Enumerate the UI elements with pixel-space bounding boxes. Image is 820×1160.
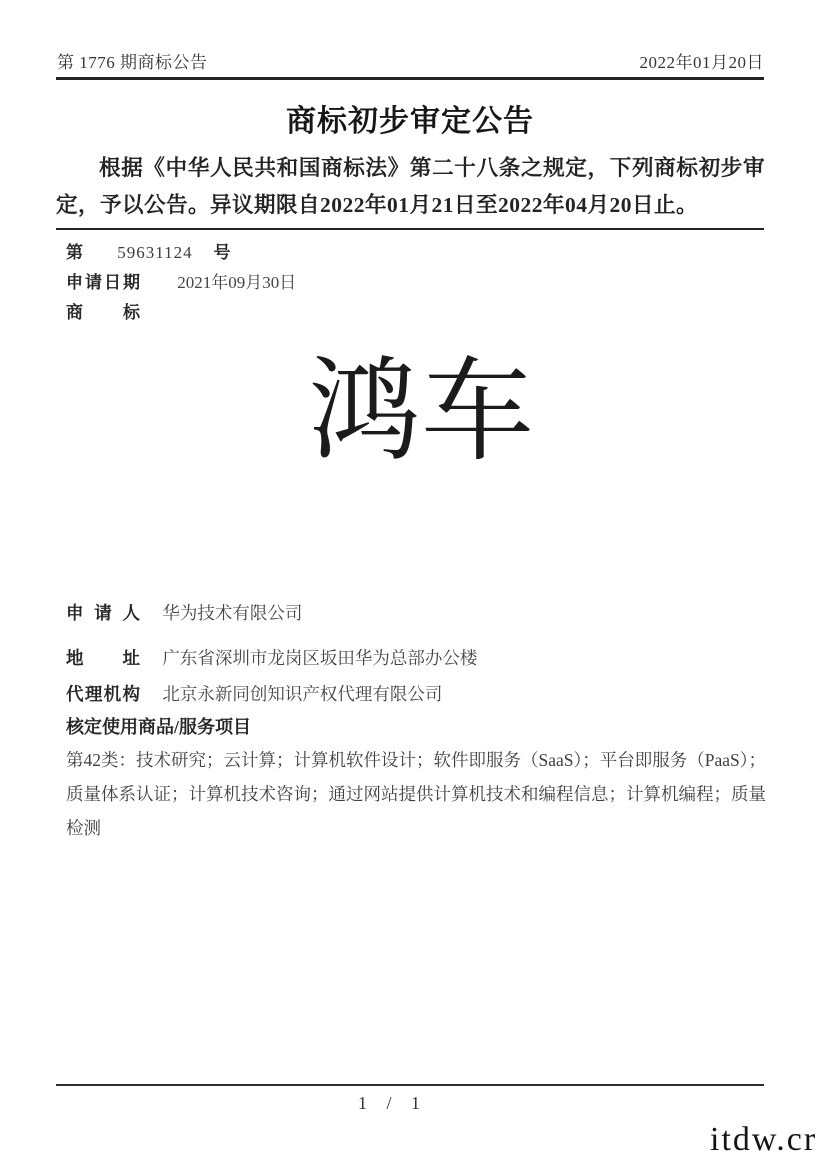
application-date-label: 申请日期 [66, 273, 140, 292]
application-number-value: 59631124 [117, 243, 193, 262]
address-label: 地址 [66, 648, 140, 668]
page-number [0, 1093, 778, 1114]
trademark-label-row [66, 298, 140, 323]
number-prefix-label: 第 [66, 243, 83, 262]
applicant-row [66, 600, 302, 625]
goods-services-text: 第42类：技术研究；云计算；计算机软件设计；软件即服务（SaaS）；平台即服务（PaaS）；质量体系认证；计算机技术咨询；通过网站提供计算机技术和编程信息；计算机编程；质量检测 [66, 750, 766, 838]
gazette-issue-label: 第 1776 期商标公告 [57, 53, 208, 72]
header-rule [56, 77, 764, 80]
application-date-row [66, 268, 296, 293]
current-page-number: 1 [357, 1093, 367, 1113]
address-value: 广东省深圳市龙岗区坂田华为总部办公楼 [162, 648, 478, 668]
applicant-label: 申请人 [66, 603, 140, 623]
application-number-row [66, 238, 231, 263]
trademark-image-text: 鸿车 [308, 350, 534, 475]
agency-value: 北京永新同创知识产权代理有限公司 [162, 684, 443, 704]
footer-rule [56, 1084, 764, 1086]
address-row [66, 645, 477, 670]
agency-label: 代理机构 [66, 684, 140, 704]
page-header [57, 48, 764, 73]
applicant-value: 华为技术有限公司 [162, 603, 303, 623]
goods-services-header: 核定使用商品/服务项目 [66, 717, 251, 737]
total-page-number: 1 [411, 1093, 420, 1113]
page-title: 商标初步审定公告 [286, 105, 534, 138]
gazette-date: 2022年01月20日 [639, 53, 764, 72]
page-number-separator: / [386, 1093, 392, 1113]
application-date-value: 2021年09月30日 [177, 273, 297, 292]
agency-row [66, 681, 442, 706]
record-divider-rule [56, 228, 764, 230]
site-watermark: itdw.cr [710, 1121, 818, 1158]
intro-paragraph: 根据《中华人民共和国商标法》第二十八条之规定，下列商标初步审定，予以公告。异议期限自2022年01月21日至2022年04月20日止。 [56, 156, 765, 217]
number-suffix-label: 号 [213, 243, 231, 262]
trademark-label: 商标 [66, 303, 140, 322]
